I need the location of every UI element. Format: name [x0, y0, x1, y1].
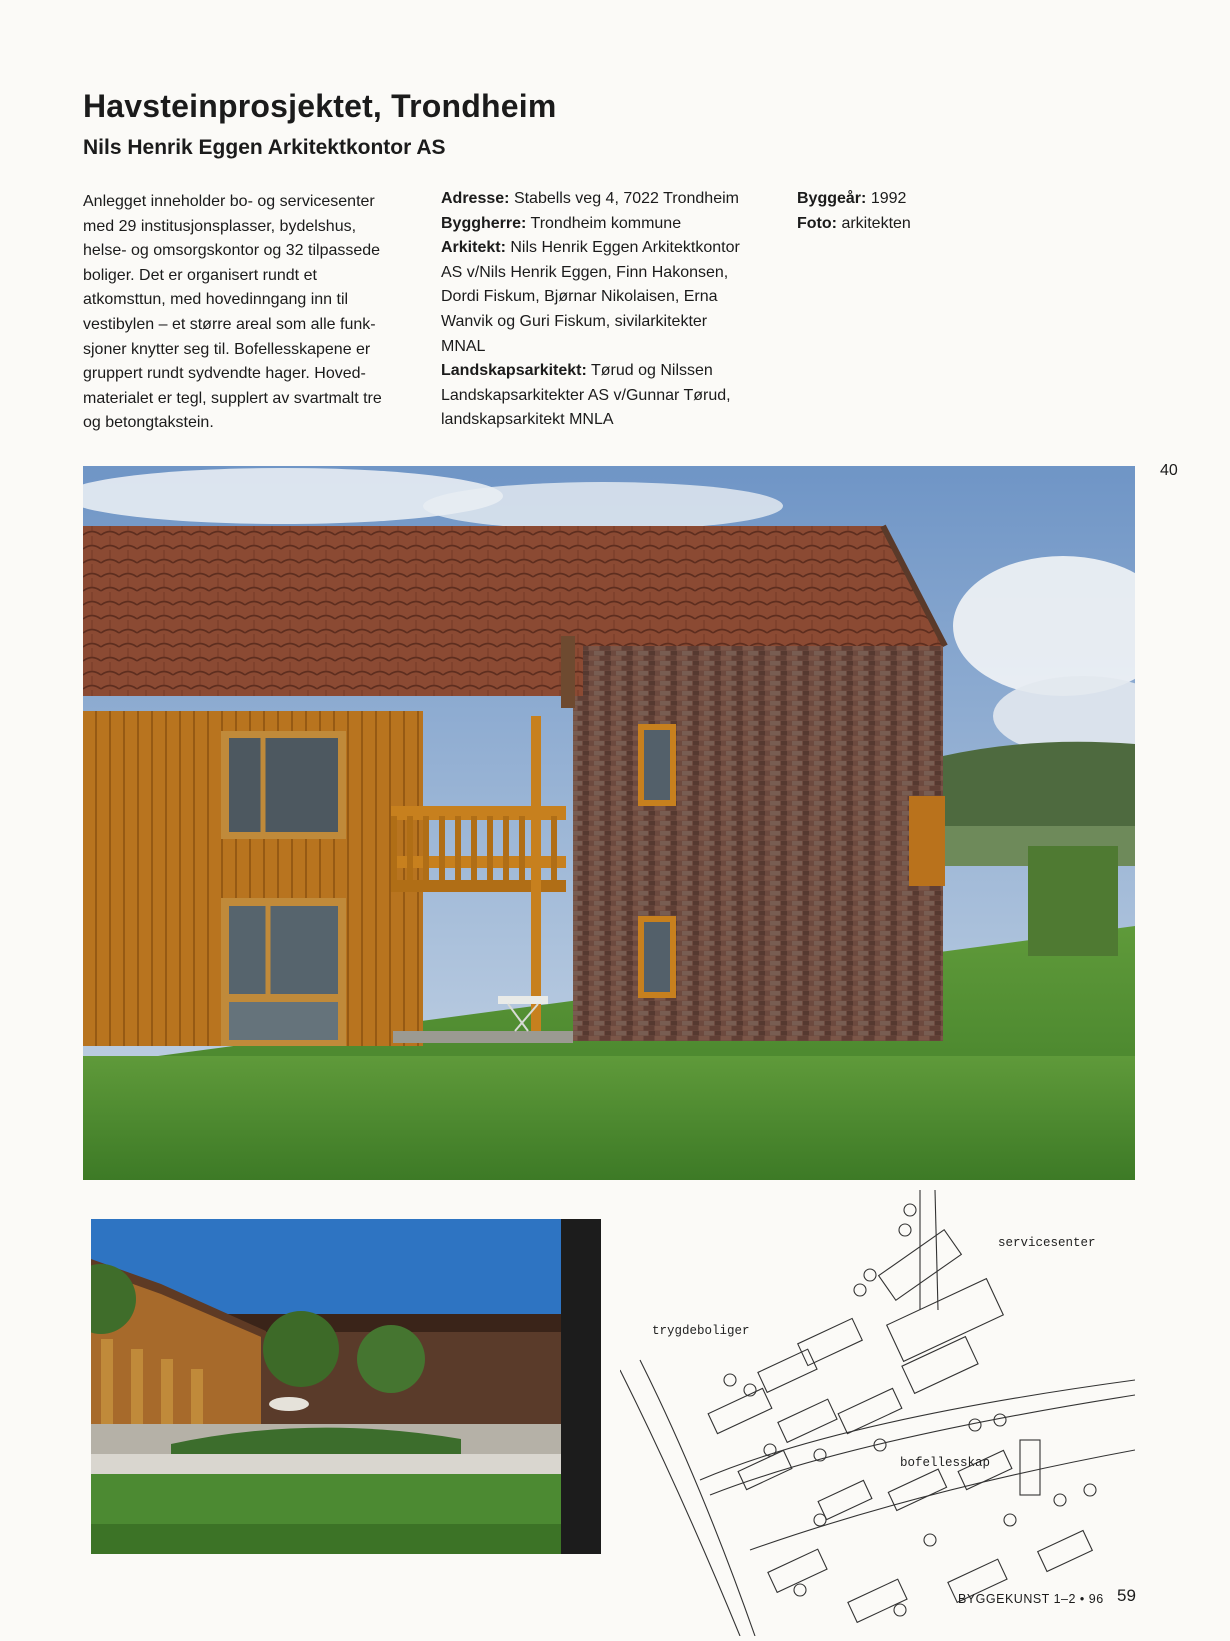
project-credits — [441, 187, 786, 433]
description-line: sjoner knytter seg til. Bofellesskapene er — [83, 340, 371, 358]
credit-address — [441, 187, 786, 212]
client-value: Trondheim kommune — [530, 214, 682, 232]
landscape-line: Landskapsarkitekter AS v/Gunnar Tørud, — [441, 386, 731, 404]
site-plan — [620, 1190, 1135, 1636]
landscape-line: Tørud og Nilssen — [591, 362, 713, 380]
main-photo — [83, 466, 1135, 1180]
photo-label: Foto: — [797, 214, 837, 232]
description-line: materialet er tegl, supplert av svartmalt tre — [83, 389, 382, 407]
architect-line: Nils Henrik Eggen Arkitektkontor — [510, 239, 740, 257]
page-title: Havsteinprosjektet, Trondheim — [83, 88, 557, 124]
credit-photo — [797, 212, 977, 237]
journal-name: BYGGEKUNST 1–2 • 96 — [958, 1592, 1104, 1606]
architect-line: AS v/Nils Henrik Eggen, Finn Hakonsen, — [441, 263, 729, 281]
address-label: Adresse: — [441, 190, 510, 207]
year-label: Byggeår: — [797, 190, 867, 207]
description-line: og betongtakstein. — [83, 414, 214, 432]
architect-line: Wanvik og Guri Fiskum, sivilarkitekter — [441, 312, 708, 330]
credit-landscape — [441, 359, 786, 384]
page-number: 59 — [1117, 1586, 1136, 1605]
description-line: med 29 institusjonsplasser, bydelshus, — [83, 217, 357, 235]
page-subtitle: Nils Henrik Eggen Arkitektkontor AS — [83, 136, 446, 159]
year-value: 1992 — [870, 190, 907, 207]
landscape-line: landskapsarkitekt MNLA — [441, 411, 614, 429]
architect-label: Arkitekt: — [441, 239, 506, 257]
credit-architect — [441, 236, 786, 261]
landscape-label: Landskapsarkitekt: — [441, 362, 587, 380]
photo-value: arkitekten — [841, 214, 911, 232]
figure-number: 40 — [1160, 462, 1178, 479]
label-bofellesskap: bofellesskap — [900, 1456, 991, 1470]
project-description — [83, 190, 423, 436]
label-servicesenter: servicesenter — [998, 1236, 1096, 1250]
description-line: Anlegget inneholder bo- og servicesenter — [83, 193, 375, 210]
description-line: boliger. Det er organisert rundt et — [83, 266, 317, 284]
description-line: gruppert rundt sydvendte hager. Hoved- — [83, 365, 366, 383]
client-label: Byggherre: — [441, 214, 527, 232]
address-value: Stabells veg 4, 7022 Trondheim — [513, 190, 739, 207]
project-meta — [797, 187, 977, 236]
description-line: atkomsttun, med hovedinngang inn til — [83, 291, 349, 309]
architect-line: MNAL — [441, 337, 486, 355]
credit-year — [797, 187, 977, 212]
credit-client — [441, 212, 786, 237]
label-trygdeboliger: trygdeboliger — [652, 1324, 750, 1338]
description-line: helse- og omsorgskontor og 32 tilpassede — [83, 242, 381, 260]
courtyard-photo — [91, 1219, 601, 1554]
description-line: vestibylen – et større areal som alle funk- — [83, 315, 376, 333]
architect-line: Dordi Fiskum, Bjørnar Nikolaisen, Erna — [441, 288, 718, 306]
